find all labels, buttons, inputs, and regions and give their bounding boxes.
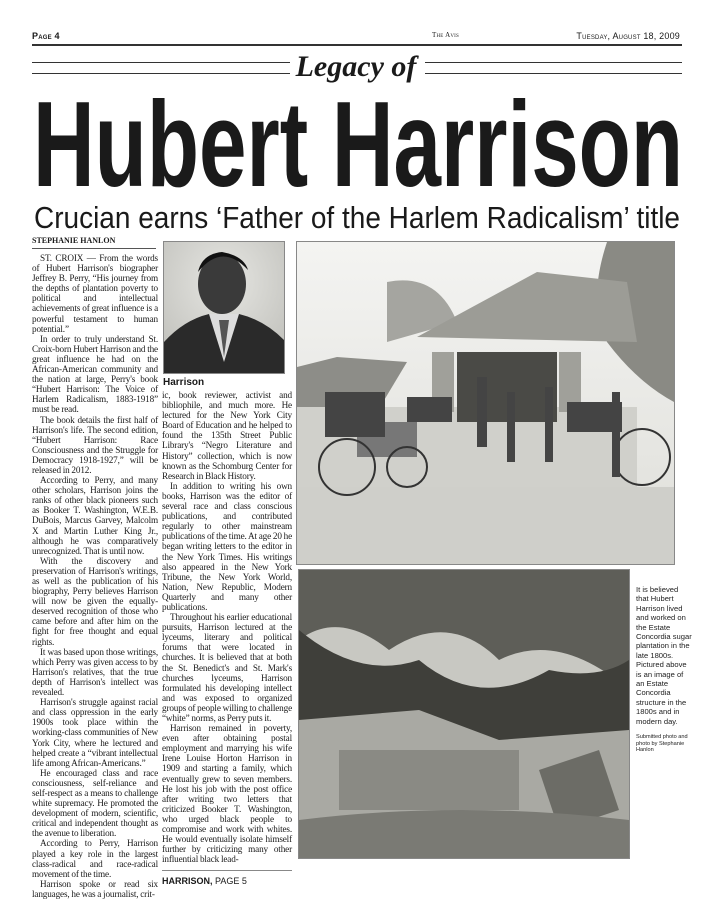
jump-line[interactable] bbox=[162, 870, 292, 887]
paragraph: It was based upon those writings, which Perry was given access to by Harrison's relatives, that the true depth of Harrison's intellect was revealed. bbox=[32, 646, 158, 698]
caption-text: It is believed that Hubert Harrison lived and worked on the Estate Concordia sugar plantation in the late 1800s. Pictured above is an image of an Estate Concordia structure in the 1800s and in modern day. bbox=[636, 585, 692, 726]
paragraph: In order to truly understand St. Croix-born Hubert Harrison and the great influence he had on the African-American community and the nation at large, Perry's book “Hubert Harrison: The Voice of Harlem Radicalism, 1883-1918” must be read. bbox=[32, 333, 158, 415]
paragraph: With the discovery and preservation of Harrison's writings, as well as the publication of his biography, Perry believes Harrison will now be given the equally-deserved recognition of those who came before and after him on the fight for free thought and equal rights. bbox=[32, 555, 158, 647]
jump-page: PAGE 5 bbox=[215, 876, 247, 887]
paragraph: The book details the first half of Harrison's life. The second edition, “Hubert Harrison: Race Consciousness and the Struggle for Democracy 1918-1927,” will be released in 2012. bbox=[32, 414, 158, 475]
headline-title: Hubert Harrison bbox=[33, 88, 683, 212]
article-column-1 bbox=[32, 253, 158, 899]
photo-credit: Submitted photo and photo by Stephanie Hanlon bbox=[636, 734, 688, 754]
article-column-2 bbox=[162, 390, 292, 864]
historic-estate-photo bbox=[296, 241, 675, 565]
modern-estate-image bbox=[299, 570, 629, 858]
paragraph: Harrison's struggle against racial and class oppression in the early 1900s took place within the working-class communities of New York City, where he lectured and helped create a “vibrant intellectual life among African-Americans.” bbox=[32, 697, 158, 768]
byline: STEPHANIE HANLON bbox=[32, 236, 156, 249]
portrait-photo bbox=[163, 241, 285, 374]
headline-kicker bbox=[0, 50, 712, 84]
headline-subtitle: Crucian earns ‘Father of the Harlem Radicalism’ title bbox=[34, 200, 680, 235]
paragraph: ST. CROIX — From the words of Hubert Harrison's biographer Jeffrey B. Perry, “His journey from the depths of plantation poverty to political and intellectual achievements of great influence is a powerful testament to human potential.” bbox=[32, 253, 158, 334]
photo-caption bbox=[636, 585, 692, 754]
article-column-2-wrap bbox=[162, 390, 292, 887]
issue-date: Tuesday, August 18, 2009 bbox=[576, 31, 680, 41]
paragraph: According to Perry, and many other scholars, Harrison joins the ranks of other black pioneers such as Booker T. Washington, W.E.B. DuBois, Marcus Garvey, Malcolm X and Martin Luther King Jr., although he was comparatively unrecognized. That is until now. bbox=[32, 475, 158, 556]
kicker-text: Legacy of bbox=[290, 50, 423, 83]
jump-keyword: HARRISON, bbox=[162, 876, 213, 887]
portrait-caption: Harrison bbox=[163, 377, 205, 388]
paragraph: Harrison spoke or read six languages, he was a journalist, crit- bbox=[32, 878, 158, 899]
paragraph: According to Perry, Harrison played a key role in the largest class-radical and race-radical movement of the time. bbox=[32, 838, 158, 879]
paragraph: In addition to writing his own books, Harrison was the editor of several race and class conscious publications, and contributed regularly to other mainstream publications of the time. At age 20 he began writing letters to the editor in the New York Times. His writings also appeared in the New York Tribune, the New York World, Nation, New Republic, Modern Quarterly and many other publications. bbox=[162, 480, 292, 612]
paragraph: ic, book reviewer, activist and bibliophile, and much more. He lectured for the New York City Board of Education and he helped to found the 135th Street Public Library's “Negro Literature and History” collection, which is now known as the Schomburg Center for Research in Black History. bbox=[162, 390, 292, 481]
modern-estate-photo bbox=[298, 569, 630, 859]
newspaper-name: The Avis bbox=[432, 31, 460, 39]
folio-rule bbox=[32, 44, 682, 46]
paragraph: He encouraged class and race consciousness, self-reliance and self-respect as a means to challenge white supremacy. He promoted the development of modern, scientific, critical and independent thought as the avenue to liberation. bbox=[32, 767, 158, 839]
paragraph: Throughout his earlier educational pursuits, Harrison lectured at the lyceums, literary and political forums that were located in churches. It is believed that at both the St. Benedict's and St. Mark's churches lyceums, Harrison formulated his developing intellect and was exposed to organized groups of people willing to challenge “white” norms, as Perry puts it. bbox=[162, 612, 292, 723]
historic-estate-image bbox=[297, 242, 674, 564]
page-number: Page 4 bbox=[32, 31, 60, 41]
headline-svg bbox=[0, 88, 712, 236]
paragraph: Harrison remained in poverty, even after obtaining postal employment and marrying his wife Irene Louise Horton Harrison in 1909 and starting a family, which eventually grew to seven members. He lost his job with the post office after writing two letters that criticized Booker T. Washington, who urged black people to compromise and work with whites. He would eventually isolate himself further by criticizing many other influential black lead- bbox=[162, 723, 292, 865]
portrait-image bbox=[164, 242, 284, 373]
